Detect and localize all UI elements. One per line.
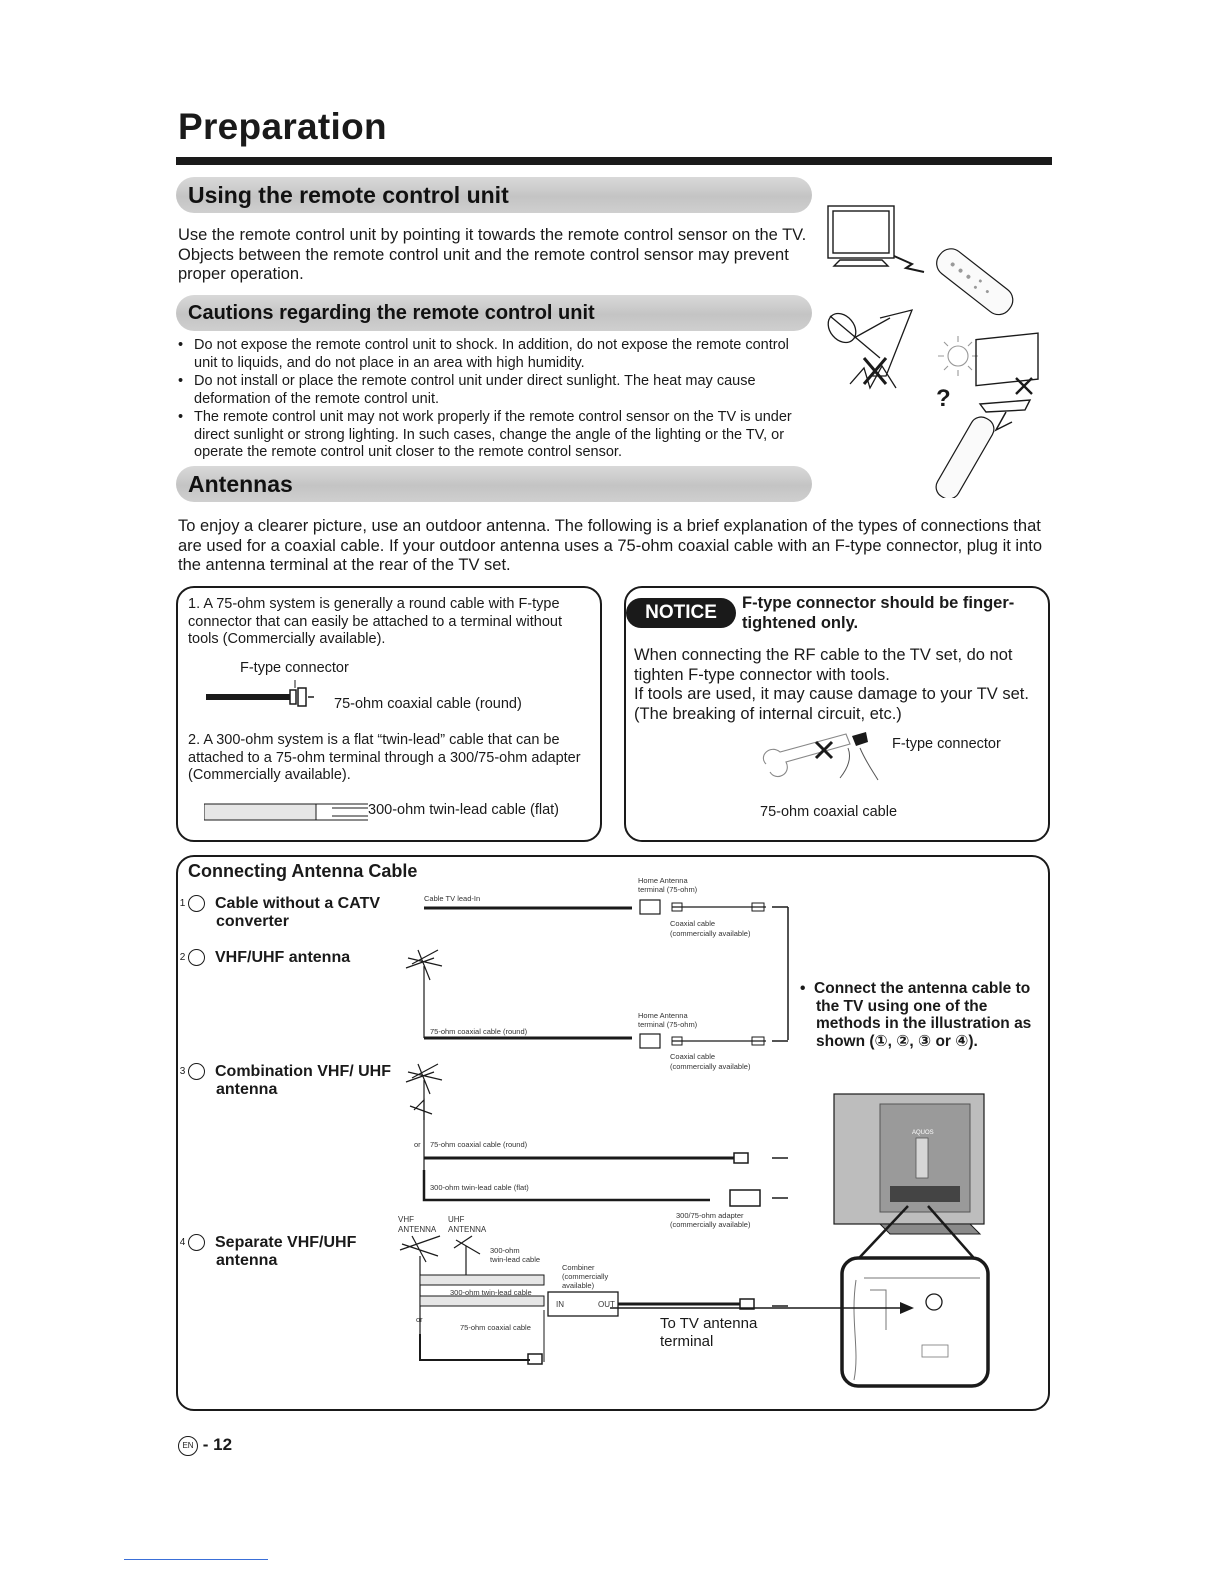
remote-usage-illustration xyxy=(820,198,1050,498)
remote-icon-2 xyxy=(932,413,998,498)
tv-blocked-icon xyxy=(976,333,1038,412)
diagram-label: terminal xyxy=(660,1333,714,1350)
language-marker: EN xyxy=(178,1436,198,1456)
option-label: VHF/UHF antenna xyxy=(215,949,351,966)
connect-instruction: • Connect the antenna cable to the TV using one of the methods in the illustration as shown (①, ②, ③ or ④). xyxy=(800,980,1032,1050)
tv-icon xyxy=(828,206,894,266)
diagram-label: 75-ohm coaxial cable (round) xyxy=(430,1140,528,1149)
section-heading-remote: Using the remote control unit xyxy=(176,177,812,213)
flat-cable-label: 300-ohm twin-lead cable (flat) xyxy=(368,802,560,818)
diagram-label: or xyxy=(414,1140,421,1149)
signal-icon xyxy=(894,256,924,272)
diagram-label: 75-ohm coaxial cable xyxy=(460,1323,531,1332)
diagram-label: Combiner xyxy=(562,1263,595,1272)
connect-instruction-text: Connect the antenna cable to the TV using one of the methods in the illustration as shown (①, ②, ③ or ④). xyxy=(814,980,1032,1050)
option-3 xyxy=(179,1063,396,1099)
option-4 xyxy=(179,1234,406,1270)
diagram-label: ANTENNA xyxy=(398,1225,437,1234)
tv-brand-label: AQUOS xyxy=(912,1130,934,1136)
section-heading-cautions: Cautions regarding the remote control unit xyxy=(176,295,812,331)
page-title: Preparation xyxy=(178,106,387,147)
diagram-label: Home Antenna xyxy=(638,876,688,885)
cable-type-1: 1. A 75-ohm system is generally a round cable with F-type connector that can easily be attached to a terminal without tools (Commercially available). xyxy=(188,596,562,647)
diagram-label: (commercially available) xyxy=(670,1220,751,1229)
sun-icon xyxy=(938,336,978,376)
remote-body: Use the remote control unit by pointing it towards the remote control sensor on the TV. Objects between the remote control unit and the remote control sensor may prevent proper operation. xyxy=(178,226,807,283)
diagram-label: twin-lead cable xyxy=(490,1255,541,1264)
option-number: 2 xyxy=(188,949,205,966)
tv-rear-illustration xyxy=(820,1090,1030,1396)
diagram-label: OUT xyxy=(598,1300,615,1309)
notice-badge: NOTICE xyxy=(626,598,736,628)
wrench-illustration xyxy=(756,728,906,798)
antennas-body: To enjoy a clearer picture, use an outdoor antenna. The following is a brief explanation of the types of connections that are used for a coaxial cable. If your outdoor antenna uses a 75-ohm coaxial cable with an F-type connector, plug it into the antenna terminal at the rear of the TV set. xyxy=(178,517,1043,574)
diagram-label: VHF xyxy=(398,1215,414,1224)
wrench-icon xyxy=(763,734,850,777)
liquid-hazard-icon xyxy=(823,308,912,388)
option-number: 1 xyxy=(188,895,205,912)
round-cable-label: 75-ohm coaxial cable (round) xyxy=(334,696,522,712)
round-cable-illustration xyxy=(206,680,336,712)
cable-type-2: 2. A 300-ohm system is a flat “twin-lead” cable that can be attached to a 75-ohm terminal through a 300/75-ohm adapter (Commercially available). xyxy=(188,732,581,783)
connecting-heading: Connecting Antenna Cable xyxy=(188,861,418,881)
adapter-icon xyxy=(730,1190,760,1206)
cable-types-box xyxy=(176,586,602,842)
question-mark-icon: ? xyxy=(936,385,951,412)
diagram-label: 300-ohm twin-lead cable (flat) xyxy=(430,1183,529,1192)
page-number: - 12 xyxy=(202,1435,233,1454)
notice-connector-label: F-type connector xyxy=(892,736,1001,752)
option-number: 4 xyxy=(188,1234,205,1251)
footnote-rule xyxy=(124,1559,268,1560)
diagram-label: Home Antenna xyxy=(638,1011,688,1020)
caution-item: • Do not expose the remote control unit to shock. In addition, do not expose the remote control unit to liquids, and do not place in an area with high humidity. xyxy=(178,337,804,372)
antenna-wiring-diagram xyxy=(390,870,810,1370)
flat-cable-illustration xyxy=(204,800,368,824)
diagram-label: 300/75-ohm adapter xyxy=(676,1211,744,1220)
diagram-label: Coaxial cable xyxy=(670,1052,716,1061)
diagram-label: terminal (75-ohm) xyxy=(638,885,698,894)
option-label: Separate VHF/UHF antenna xyxy=(215,1234,357,1269)
notice-box xyxy=(624,586,1050,842)
title-rule xyxy=(176,157,1052,165)
caution-item: • The remote control unit may not work properly if the remote control sensor on the TV is under direct sunlight or strong lighting. In such cases, change the angle of the lighting or the TV, or operate the remote control unit closer to the remote control sensor. xyxy=(178,409,804,462)
diagram-label: 75-ohm coaxial cable (round) xyxy=(430,1027,528,1036)
notice-body: When connecting the RF cable to the TV set, do not tighten F-type connector with tools. If tools are used, it may cause damage to your TV set. (The breaking of internal circuit, etc.) xyxy=(634,646,1029,723)
remote-icon xyxy=(931,244,1018,320)
diagram-label: IN xyxy=(556,1300,564,1309)
diagram-label: (commercially available) xyxy=(670,1062,751,1071)
option-1 xyxy=(179,895,421,931)
ftype-connector-label: F-type connector xyxy=(240,660,349,676)
diagram-label: (commercially xyxy=(562,1272,609,1281)
to-tv-arrow xyxy=(600,1300,930,1316)
diagram-label: UHF xyxy=(448,1215,465,1224)
diagram-label: 300-ohm xyxy=(490,1246,520,1255)
diagram-label: ANTENNA xyxy=(448,1225,487,1234)
caution-item: • Do not install or place the remote control unit under direct sunlight. The heat may cause deformation of the remote control unit. xyxy=(178,373,804,408)
notice-cable-label: 75-ohm coaxial cable xyxy=(760,804,898,820)
diagram-label: Cable TV lead-In xyxy=(424,894,481,903)
vhf-uhf-antenna-icon xyxy=(406,950,442,1038)
notice-heading: F-type connector should be finger-tightened only. xyxy=(742,594,1015,632)
diagram-label: or xyxy=(416,1315,423,1324)
cautions-list xyxy=(178,337,804,463)
page-number-group xyxy=(178,1435,232,1456)
diagram-label: To TV antenna xyxy=(660,1315,758,1332)
diagram-label: available) xyxy=(562,1281,595,1290)
diagram-label: Coaxial cable xyxy=(670,919,716,928)
option-label: Combination VHF/ UHF antenna xyxy=(215,1063,391,1098)
section-heading-antennas: Antennas xyxy=(176,466,812,502)
option-2 xyxy=(179,949,421,967)
terminal-callout xyxy=(842,1258,988,1386)
diagram-label: (commercially available) xyxy=(670,929,751,938)
diagram-label: terminal (75-ohm) xyxy=(638,1020,698,1029)
wall-terminal-icon xyxy=(640,900,660,914)
option-number: 3 xyxy=(188,1063,205,1080)
option-label: Cable without a CATV converter xyxy=(215,895,381,930)
diagram-label: 300-ohm twin-lead cable xyxy=(450,1288,532,1297)
